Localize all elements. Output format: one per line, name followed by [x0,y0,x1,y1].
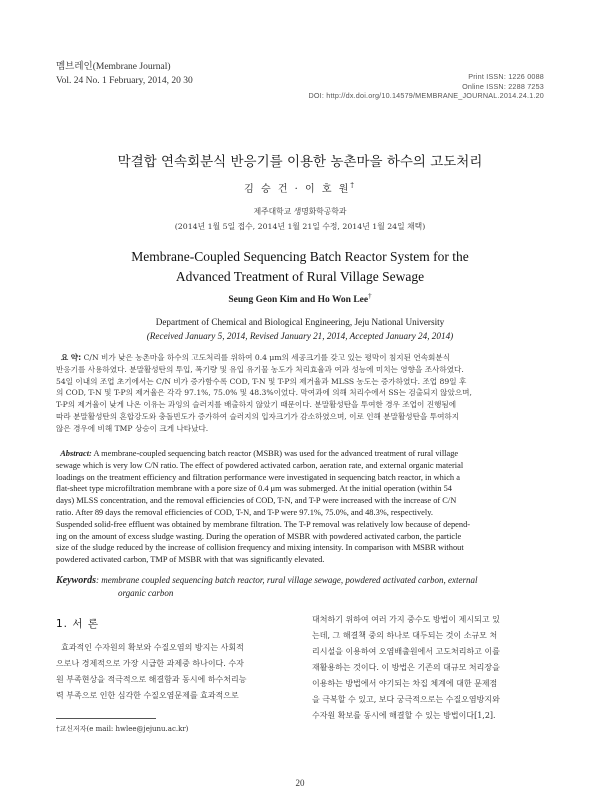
english-abstract-line: powdered activated carbon, TMP of MSBR with that was significantly elevated. [56,555,325,565]
english-affiliation: Department of Chemical and Biological Engineering, Jeju National University [155,317,445,327]
footnote: †교신저자(e mail: hwlee@jejunu.ac.kr) [56,725,189,733]
body-line: 는데, 그 해결책 중의 하나로 대두되는 것이 소규모 처 [312,631,498,640]
body-line: 이용하는 방법에서 야기되는 차집 체계에 대한 문제점 [312,679,498,688]
page-number: 20 [295,778,305,788]
journal-name: 멤브레인(Membrane Journal) [56,62,171,72]
korean-abstract-line: 않은 경우에 비해 TMP 상승이 크게 나타났다. [56,423,209,433]
english-author-names: Seung Geon Kim and Ho Won Lee [228,295,369,306]
print-issn: Print ISSN: 1226 0088 [468,72,544,81]
korean-abstract-line: 요 약: C/N 비가 낮은 농촌마을 하수의 고도처리를 위하여 0.4 μm의 세공크기를 갖고 있는 평막이 침지된 연속회분식 [60,353,451,362]
body-line: 리시설을 이용하여 오염배출원에서 고도처리하고 이를 [312,647,500,656]
english-abstract-line: sewage which is very low C/N ratio. The effect of powdered activated carbon, aeration rate, and external organic material [56,460,464,470]
body-line: 을 극복할 수 있고, 보다 궁극적으로는 수질오염방지와 [312,695,500,704]
body-column-right [312,612,544,724]
body-line: 재활용하는 것이다. 이 방법은 기존의 대규모 처리장을 [312,663,500,672]
body-line: 수자원 확보를 동시에 해결할 수 있는 방법이다[1,2]. [312,711,496,720]
english-dates: (Received January 5, 2014, Revised January 21, 2014, Accepted January 24, 2014) [146,331,454,341]
english-abstract-line: ing on the amount of excess sludge wasting. During the operation of MSBR with powdered activated carbon, the particle [56,531,462,541]
volume-issue: Vol. 24 No. 1 February, 2014, 20 30 [56,76,193,86]
body-column-left [56,640,288,704]
english-abstract [56,448,544,566]
korean-title: 막결합 연속회분식 반응기를 이용한 농촌마을 하수의 고도처리 [117,154,483,170]
doi-link[interactable]: DOI: http://dx.doi.org/10.14579/MEMBRANE_JOURNAL.2014.24.1.20 [308,91,544,100]
korean-abstract-line: 54일 이내의 조업 초기에서는 C/N 비가 증가함수록 COD, T-N 및 T-P의 제거율과 MLSS 농도는 증가하였다. 조업 89일 후 [56,376,467,386]
english-author-mark: † [368,292,372,300]
english-abstract-line: flat-sheet type microfiltration membrane with a pore size of 0.4 μm was submerged. At the initial operation (within 54 [56,484,452,494]
english-abstract-line: ratio. After 89 days the removal efficiencies of COD, T-N, and T-P were 97.1%, 75.0%, and 48.3%, respectively. [56,507,433,517]
keywords-line2: organic carbon [118,588,174,598]
english-authors [0,292,600,305]
english-abstract-line: Abstract: A membrane-coupled sequencing batch reactor (MSBR) was used for the advanced treatment of rural village [60,449,459,458]
english-abstract-label: Abstract: [60,449,92,458]
footnote-divider [56,718,156,719]
keywords [56,574,544,599]
korean-abstract-line: 따라 분말활성탄의 혼합강도와 충돌빈도가 증가하여 슬러지의 입자크기가 감소하였으며, 이로 인해 분말활성탄을 투여하지 [56,411,460,421]
online-issn: Online ISSN: 2288 7253 [462,81,544,91]
korean-abstract-label: 요 약: [60,353,82,362]
english-abstract-line: Suspended solid-free effluent was obtained by membrane filtration. The T-P removal was relatively low because of depend- [56,519,471,529]
issn-block [308,72,544,101]
korean-abstract-line: T-P의 제거율이 낮게 나온 이유는 과잉의 슬러지를 배출하지 않았기 때문이다. 분말활성탄을 투여한 경우 조업이 진행됨에 [56,400,457,410]
korean-dates: (2014년 1월 5일 접수, 2014년 1월 21일 수정, 2014년 1월 24일 채택) [174,222,426,231]
body-line: 력 부족으로 인한 심각한 수질오염문제를 효과적으로 [56,691,239,700]
body-line: 효과적인 수자원의 확보와 수질오염의 방지는 사회적 [61,643,244,652]
korean-author-mark: † [350,181,356,190]
keywords-label: Keywords [56,575,96,586]
korean-abstract-line: 반응기를 사용하였다. 분말활성탄의 투입, 폭기량 및 유입 유기물 농도가 처리효율과 여과 성능에 미치는 영향을 조사하였다. [56,364,464,374]
body-line: 원 부족현상을 적극적으로 해결함과 동시에 하수처리능 [56,675,247,684]
korean-abstract-line: 의 COD, T-N 및 T-P의 제거율은 각각 97.1%, 75.0% 및 48.3%이었다. 막여과에 의해 처리수에서 SS는 검출되지 않았으며, [56,388,472,398]
body-line: 대처하기 위하여 여러 가지 중수도 방법이 제시되고 있 [312,615,500,624]
korean-affiliation: 제주대학교 생명화학공학과 [253,207,347,216]
korean-author-names: 김 승 건 · 이 호 원 [244,184,351,195]
korean-abstract [56,352,544,435]
korean-authors [0,180,600,195]
english-title-line2: Advanced Treatment of Rural Village Sewage [175,269,425,284]
english-title [0,247,600,287]
body-line: 으로나 경제적으로 가장 시급한 과제중 하나이다. 수자 [56,659,244,668]
english-title-line1: Membrane-Coupled Sequencing Batch Reactor System for the [131,249,469,264]
keywords-line1: : membrane coupled sequencing batch reactor, rural village sewage, powdered activated carbon, external [96,575,478,585]
english-abstract-line: loadings on the treatment efficiency and filtration performance were investigated in sequencing batch reactor, in which a [56,472,460,482]
journal-header [56,60,193,88]
english-abstract-line: size of the sludge reduced by the increase of collision frequency and mixing intensity. In comparison with MSBR without [56,543,464,553]
section-heading: 1. 서 론 [56,618,99,630]
english-abstract-line: days) MLSS concentration, and the removal efficiencies of COD, T-N, and T-P were increased with the increase of C/N [56,496,457,506]
